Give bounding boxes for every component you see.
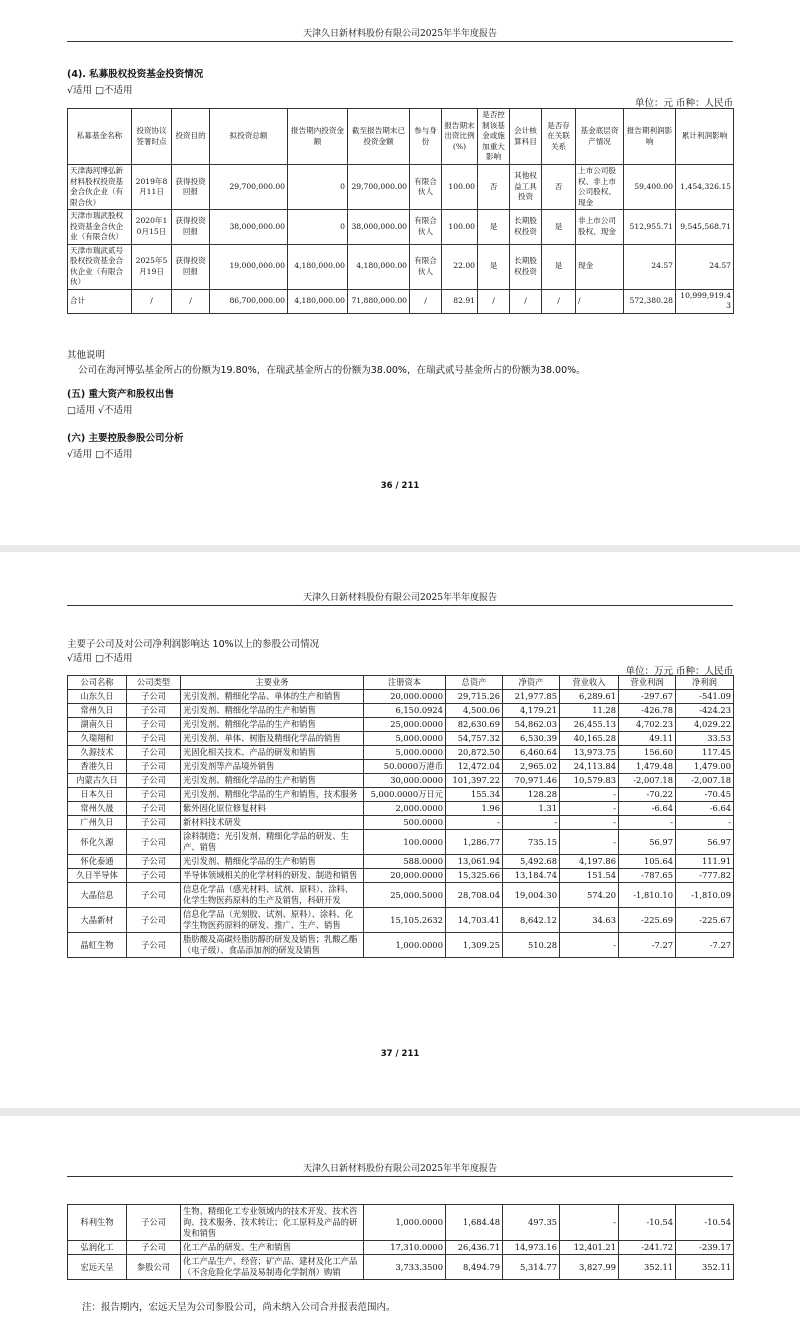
pe-table-row: [68, 210, 734, 245]
subsidiary-cell: 70,971.46: [503, 774, 560, 788]
subsidiary-cell: 6,530.39: [503, 732, 560, 746]
pe-header-row: [68, 109, 734, 165]
pe-table-cell: 0: [288, 210, 348, 245]
subsidiary-cell: 广州久日: [68, 816, 127, 830]
subsidiary-cell: 128.28: [503, 788, 560, 802]
subsidiary-cell: 155.34: [446, 788, 503, 802]
pe-table-cell: 4,180,000.00: [288, 289, 348, 313]
pe-table-cell: 长期股权投资: [510, 210, 542, 245]
pe-table-cell: /: [172, 289, 210, 313]
subsidiary-cell: 化工产品的研发、生产和销售: [181, 1241, 364, 1255]
subsidiary-cell: 15,105.2632: [364, 908, 446, 933]
subsidiary-cell: 子公司: [127, 760, 181, 774]
pe-table-cell: 38,000,000.00: [210, 210, 288, 245]
subsidiary-cell: 4,197.86: [560, 855, 619, 869]
pe-table-cell: 9,545,568.71: [676, 210, 734, 245]
pe-table-cell: 是: [542, 244, 576, 289]
pe-table-row: [68, 165, 734, 210]
subsidiary-cell: -10.54: [676, 1205, 734, 1241]
subsidiary-cell: 21,977.85: [503, 690, 560, 704]
pe-table-cell: 否: [542, 165, 576, 210]
subsidiary-cell: 735.15: [503, 830, 560, 855]
pe-table-cell: 10,999,919.43: [676, 289, 734, 313]
subsidiary-cell: -6.64: [619, 802, 676, 816]
subsidiary-cell: 怀化久源: [68, 830, 127, 855]
subsidiary-cell: -: [560, 788, 619, 802]
pe-table-cell: 其他权益工具投资: [510, 165, 542, 210]
subsidiary-cell: -70.45: [676, 788, 734, 802]
subsidiary-cell: 15,325.66: [446, 869, 503, 883]
subsidiary-cell: 10,579.83: [560, 774, 619, 788]
subsidiary-cell: 111.91: [676, 855, 734, 869]
subsidiary-row: [68, 704, 734, 718]
subsidiary-cell: 内蒙古久日: [68, 774, 127, 788]
pe-table-cell: 24.57: [624, 244, 676, 289]
pe-table-cell: 29,700,000.00: [210, 165, 288, 210]
subsidiary-cell: 2,000.0000: [364, 802, 446, 816]
subsidiary-cell: 子公司: [127, 883, 181, 908]
subsidiary-cell: 11.28: [560, 704, 619, 718]
pe-table-cell: 2019年8月11日: [132, 165, 172, 210]
pe-table-cell: 86,700,000.00: [210, 289, 288, 313]
subsidiary-header-cell: 净利润: [676, 676, 734, 690]
subsidiary-cell: 新材料技术研发: [181, 816, 364, 830]
subsidiary-cell: -225.67: [676, 908, 734, 933]
pe-table-cell: 非上市公司股权、现金: [576, 210, 624, 245]
subsidiary-cell: -: [560, 933, 619, 958]
unit-label: 单位：元 币种：人民币: [634, 98, 733, 109]
pe-table-cell: 长期股权投资: [510, 244, 542, 289]
section-5-title: (五) 重大资产和股权出售: [67, 389, 174, 400]
pe-table-cell: 100.00: [442, 165, 478, 210]
pe-table-cell: 否: [478, 165, 510, 210]
subsidiary-cell: 105.64: [619, 855, 676, 869]
pe-table-cell: 有限合伙人: [410, 244, 442, 289]
subsidiary-cell: 13,061.94: [446, 855, 503, 869]
subsidiary-header-cell: 总资产: [446, 676, 503, 690]
subsidiary-cell: 1,286.77: [446, 830, 503, 855]
page-38: [0, 1116, 800, 1317]
subsidiary-cell: 子公司: [127, 746, 181, 760]
subsidiary-cell: -2,007.18: [619, 774, 676, 788]
subsidiary-cell: 26,436.71: [446, 1241, 503, 1255]
subsidiary-cell: -10.54: [619, 1205, 676, 1241]
subsidiary-cell: 光引发剂、精细化学品的生产和销售: [181, 704, 364, 718]
subsidiary-cell: 33.53: [676, 732, 734, 746]
subsidiary-cell: 28,708.04: [446, 883, 503, 908]
pe-table-cell: /: [576, 289, 624, 313]
pe-header-cell: 私募基金名称: [68, 109, 132, 165]
subsidiary-row: [68, 802, 734, 816]
page-36: [0, 0, 800, 545]
subsidiary-cell: 大晶信息: [68, 883, 127, 908]
subsidiary-row: [68, 869, 734, 883]
subsidiary-cell: 3,827.99: [560, 1255, 619, 1280]
subsidiary-cell: 光引发剂、单体、树脂及精细化学品的销售: [181, 732, 364, 746]
subsidiary-cell: 2,965.02: [503, 760, 560, 774]
pe-table-row: [68, 244, 734, 289]
subsidiary-cell: 6,289.61: [560, 690, 619, 704]
subsidiary-cell: 17,310.0000: [364, 1241, 446, 1255]
subsidiary-cell: 588.0000: [364, 855, 446, 869]
subsidiary-cell: 56.97: [676, 830, 734, 855]
subsidiary-header-cell: 注册资本: [364, 676, 446, 690]
subsidiary-cell: 子公司: [127, 933, 181, 958]
subsidiary-cell: -239.17: [676, 1241, 734, 1255]
other-notes-title: 其他说明: [67, 350, 106, 361]
subsidiary-cell: 光引发剂、精细化学品的生产和销售: [181, 718, 364, 732]
subsidiary-cell: -241.72: [619, 1241, 676, 1255]
subsidiary-cell: 大晶新材: [68, 908, 127, 933]
pe-table-cell: /: [478, 289, 510, 313]
pe-header-cell: 投资目的: [172, 109, 210, 165]
subsidiary-cell: 信息化学品（感光材料、试剂、原料）、涂料、化学生物医药原料的生产及销售，科研开发: [181, 883, 364, 908]
subsidiary-cell: -225.69: [619, 908, 676, 933]
subsidiary-cell: 352.11: [619, 1255, 676, 1280]
subsidiary-cell: 信息化学品（光刻胶、试剂、原料）、涂料、化学生物医药原料的研发、推广、生产、销售: [181, 908, 364, 933]
subsidiary-cell: 25,000.0000: [364, 718, 446, 732]
subsidiary-cell: -541.09: [676, 690, 734, 704]
section-4-title: (4). 私募股权投资基金投资情况: [67, 69, 204, 80]
subsidiary-cell: 5,000.0000: [364, 746, 446, 760]
subsidiary-cell: 光引发剂、精细化学品的生产和销售，技术服务: [181, 788, 364, 802]
subsidiary-cell: 20,000.0000: [364, 690, 446, 704]
subsidiary-cell: 紫外固化原位修复材料: [181, 802, 364, 816]
page-number: 37 / 211: [380, 1049, 420, 1059]
pe-table-cell: 有限合伙人: [410, 210, 442, 245]
subsidiary-cell: -: [560, 802, 619, 816]
subsidiary-cell: 半导体领域相关的化学材料的研发、制造和销售: [181, 869, 364, 883]
subsidiary-cell: -777.82: [676, 869, 734, 883]
subsidiary-cell: 晶虹生物: [68, 933, 127, 958]
pe-table-cell: 合计: [68, 289, 132, 313]
subsidiary-cell: 8,494.79: [446, 1255, 503, 1280]
subsidiary-cell: 500.0000: [364, 816, 446, 830]
pe-table-cell: 100.00: [442, 210, 478, 245]
subsidiary-row: [68, 1241, 734, 1255]
pe-table-cell: /: [510, 289, 542, 313]
footnote: 注：报告期内，宏远天呈为公司参股公司，尚未纳入公司合并报表范围内。: [82, 1302, 396, 1313]
subsidiary-row: [68, 830, 734, 855]
pe-fund-table: [67, 108, 734, 314]
section-6-applicable: √适用 □不适用: [67, 449, 133, 460]
subsidiary-cell: 4,179.21: [503, 704, 560, 718]
subsidiary-row: [68, 908, 734, 933]
subsidiaries-applicable: √适用 □不适用: [67, 653, 133, 664]
subsidiary-header-cell: 公司名称: [68, 676, 127, 690]
subsidiary-cell: 13,973.75: [560, 746, 619, 760]
subsidiary-row: [68, 746, 734, 760]
pe-table-cell: 572,380.28: [624, 289, 676, 313]
subsidiary-cell: 山东久日: [68, 690, 127, 704]
subsidiary-cell: 4,702.23: [619, 718, 676, 732]
page-number: 36 / 211: [380, 481, 420, 491]
subsidiary-cell: 湖南久日: [68, 718, 127, 732]
subsidiary-cell: 子公司: [127, 908, 181, 933]
subsidiary-cell: -70.22: [619, 788, 676, 802]
pe-table-cell: 82.91: [442, 289, 478, 313]
subsidiary-cell: -: [560, 1205, 619, 1241]
subsidiary-cell: 子公司: [127, 774, 181, 788]
subsidiary-cell: 弘润化工: [68, 1241, 127, 1255]
subsidiary-header-cell: 公司类型: [127, 676, 181, 690]
subsidiary-cell: -6.64: [676, 802, 734, 816]
subsidiary-cell: 8,642.12: [503, 908, 560, 933]
subsidiary-row: [68, 788, 734, 802]
pe-table-cell: 71,880,000.00: [348, 289, 410, 313]
pe-table-cell: 2020年10月15日: [132, 210, 172, 245]
subsidiary-cell: 光引发剂、精细化学品的生产和销售: [181, 774, 364, 788]
subsidiary-cell: 脂肪酸及高碳烃脂肪醇的研发及销售；乳酸乙酯（电子级）、食品添加剂的研发及销售: [181, 933, 364, 958]
subsidiary-cell: 3,733.3500: [364, 1255, 446, 1280]
subsidiary-cell: 6,460.64: [503, 746, 560, 760]
subsidiary-cell: 5,314.77: [503, 1255, 560, 1280]
subsidiary-cell: 6,150.0924: [364, 704, 446, 718]
subsidiary-cell: 40,165.28: [560, 732, 619, 746]
section-4-applicable: √适用 □不适用: [67, 85, 133, 96]
subsidiary-cell: 子公司: [127, 802, 181, 816]
pe-table-cell: 现金: [576, 244, 624, 289]
subsidiary-cell: 香港久日: [68, 760, 127, 774]
subsidiary-cell: 56.97: [619, 830, 676, 855]
subsidiary-cell: 20,872.50: [446, 746, 503, 760]
pe-table-cell: 是: [478, 210, 510, 245]
subsidiary-cell: 子公司: [127, 830, 181, 855]
subsidiary-cell: 子公司: [127, 690, 181, 704]
subsidiary-cell: 20,000.0000: [364, 869, 446, 883]
page-37: [0, 552, 800, 1108]
subsidiary-cell: -: [676, 816, 734, 830]
subsidiary-cell: 82,630.69: [446, 718, 503, 732]
subsidiary-header-cell: 净资产: [503, 676, 560, 690]
pe-table-cell: /: [542, 289, 576, 313]
pe-table-cell: 59,400.00: [624, 165, 676, 210]
pe-header-cell: 会计核算科目: [510, 109, 542, 165]
subsidiary-cell: 子公司: [127, 788, 181, 802]
subsidiary-row: [68, 760, 734, 774]
subsidiary-cell: 5,000.0000: [364, 732, 446, 746]
section-6-title: (六) 主要控股参股公司分析: [67, 433, 184, 444]
pe-header-cell: 报告期利润影响: [624, 109, 676, 165]
other-notes-text: 公司在海河博弘基金所占的份额为19.80%，在瑞武基金所占的份额为38.00%，在瑞武贰号基金所占的份额为38.00%。: [78, 365, 586, 376]
subsidiary-cell: 54,862.03: [503, 718, 560, 732]
subsidiary-cell: 久源技术: [68, 746, 127, 760]
subsidiary-cell: 101,397.22: [446, 774, 503, 788]
subsidiary-cell: 1,000.0000: [364, 1205, 446, 1241]
pe-table-cell: 获得投资回报: [172, 165, 210, 210]
subsidiary-cell: -1,810.09: [676, 883, 734, 908]
subsidiary-cell: -: [560, 830, 619, 855]
subsidiary-cell: 光引发剂、精细化学品的生产和销售: [181, 855, 364, 869]
pe-header-cell: 基金底层资产情况: [576, 109, 624, 165]
pe-header-cell: 投资协议签署时点: [132, 109, 172, 165]
subsidiary-cell: 光引发剂等产品境外销售: [181, 760, 364, 774]
subsidiary-cell: 1,000.0000: [364, 933, 446, 958]
subsidiary-cell: 1,309.25: [446, 933, 503, 958]
pe-table-cell: 获得投资回报: [172, 210, 210, 245]
subsidiary-cell: 510.28: [503, 933, 560, 958]
pe-header-cell: 拟投资总额: [210, 109, 288, 165]
pe-table-cell: 4,180,000.00: [288, 244, 348, 289]
subsidiary-cell: 151.54: [560, 869, 619, 883]
pe-table-cell: 24.57: [676, 244, 734, 289]
subsidiary-cell: 常州久日: [68, 704, 127, 718]
unit-label: 单位：万元 币种：人民币: [625, 666, 733, 677]
subsidiary-cell: 宏远天呈: [68, 1255, 127, 1280]
subsidiary-cell: 29,715.26: [446, 690, 503, 704]
subsidiary-cell: 5,492.68: [503, 855, 560, 869]
subsidiary-cell: -: [619, 816, 676, 830]
subsidiary-cell: 30,000.0000: [364, 774, 446, 788]
subsidiary-header-row: [68, 676, 734, 690]
subsidiary-cell: 26,455.13: [560, 718, 619, 732]
subsidiary-cell: 12,401.21: [560, 1241, 619, 1255]
pe-table-cell: 有限合伙人: [410, 165, 442, 210]
pe-table-cell: 获得投资回报: [172, 244, 210, 289]
subsidiary-cell: 久日半导体: [68, 869, 127, 883]
subsidiary-row: [68, 718, 734, 732]
pe-table-cell: 天津海河博弘新材料股权投资基金合伙企业（有限合伙）: [68, 165, 132, 210]
subsidiary-cell: 化工产品生产、经营；矿产品、建材及化工产品（不含危险化学品及易制毒化学制剂）购销: [181, 1255, 364, 1280]
subsidiary-cell: 久瑞翔和: [68, 732, 127, 746]
subsidiary-cell: 光引发剂、精细化学品、单体的生产和销售: [181, 690, 364, 704]
subsidiary-cell: 常州久晟: [68, 802, 127, 816]
subsidiary-cell: 子公司: [127, 704, 181, 718]
subsidiary-table-continued: [67, 1204, 734, 1280]
pe-table-cell: 天津市瑞武贰号股权投资基金合伙企业（有限合伙）: [68, 244, 132, 289]
subsidiary-cell: -: [503, 816, 560, 830]
subsidiary-cell: 24,113.84: [560, 760, 619, 774]
subsidiary-cell: 4,500.06: [446, 704, 503, 718]
subsidiary-cell: -424.23: [676, 704, 734, 718]
subsidiary-cell: 子公司: [127, 1205, 181, 1241]
subsidiary-cell: 子公司: [127, 855, 181, 869]
subsidiary-row: [68, 855, 734, 869]
subsidiary-cell: 14,703.41: [446, 908, 503, 933]
pe-table-cell: 0: [288, 165, 348, 210]
subsidiary-cell: 352.11: [676, 1255, 734, 1280]
subsidiary-cell: 54,757.32: [446, 732, 503, 746]
subsidiary-cell: 1.96: [446, 802, 503, 816]
pe-table-cell: 上市公司股权、非上市公司股权、现金: [576, 165, 624, 210]
pe-table-row: [68, 289, 734, 313]
subsidiary-cell: 子公司: [127, 1241, 181, 1255]
subsidiary-cell: 子公司: [127, 816, 181, 830]
pe-table-cell: /: [410, 289, 442, 313]
subsidiary-cell: -7.27: [619, 933, 676, 958]
pe-header-cell: 截至报告期末已投资金额: [348, 109, 410, 165]
subsidiary-cell: -297.67: [619, 690, 676, 704]
subsidiaries-title: 主要子公司及对公司净利润影响达 10%以上的参股公司情况: [67, 639, 320, 650]
pe-header-cell: 累计利润影响: [676, 109, 734, 165]
subsidiary-cell: 子公司: [127, 732, 181, 746]
subsidiary-row: [68, 933, 734, 958]
subsidiary-cell: 14,973.16: [503, 1241, 560, 1255]
subsidiary-cell: 34.63: [560, 908, 619, 933]
pe-table-cell: 2025年5月19日: [132, 244, 172, 289]
subsidiary-row: [68, 816, 734, 830]
subsidiary-row: [68, 732, 734, 746]
subsidiary-row: [68, 1205, 734, 1241]
subsidiary-row: [68, 883, 734, 908]
pe-table-cell: 是: [542, 210, 576, 245]
subsidiary-cell: 25,000.5000: [364, 883, 446, 908]
subsidiary-cell: 497.35: [503, 1205, 560, 1241]
pe-header-cell: 是否存在关联关系: [542, 109, 576, 165]
subsidiary-table: [67, 675, 734, 958]
subsidiary-cell: 子公司: [127, 718, 181, 732]
subsidiary-row: [68, 774, 734, 788]
pe-table-cell: 19,000,000.00: [210, 244, 288, 289]
subsidiary-cell: -: [560, 816, 619, 830]
subsidiary-cell: -2,007.18: [676, 774, 734, 788]
pe-header-cell: 参与身份: [410, 109, 442, 165]
subsidiary-cell: 1.31: [503, 802, 560, 816]
subsidiary-cell: 100.0000: [364, 830, 446, 855]
subsidiary-cell: 子公司: [127, 869, 181, 883]
subsidiary-cell: 怀化泰通: [68, 855, 127, 869]
subsidiary-cell: -426.78: [619, 704, 676, 718]
subsidiary-cell: -1,810.10: [619, 883, 676, 908]
doc-header: 天津久日新材料股份有限公司2025年半年度报告: [67, 590, 733, 606]
doc-header: 天津久日新材料股份有限公司2025年半年度报告: [67, 1161, 733, 1177]
subsidiary-cell: 光固化相关技术、产品的研发和销售: [181, 746, 364, 760]
pe-table-cell: 38,000,000.00: [348, 210, 410, 245]
pe-table-cell: 22.00: [442, 244, 478, 289]
subsidiary-cell: 日本久日: [68, 788, 127, 802]
pe-header-cell: 报告期末出资比例(%): [442, 109, 478, 165]
subsidiary-cell: 574.20: [560, 883, 619, 908]
subsidiary-cell: -7.27: [676, 933, 734, 958]
subsidiary-header-cell: 营业收入: [560, 676, 619, 690]
pe-table-cell: 1,454,326.15: [676, 165, 734, 210]
subsidiary-cell: 117.45: [676, 746, 734, 760]
subsidiary-cell: 19,004.30: [503, 883, 560, 908]
subsidiary-cell: 生物、精细化工专业领域内的技术开发、技术咨询、技术服务、技术转让；化工原料及产品的研发和销售: [181, 1205, 364, 1241]
subsidiary-cell: -: [446, 816, 503, 830]
subsidiary-cell: 12,472.04: [446, 760, 503, 774]
subsidiary-cell: 参股公司: [127, 1255, 181, 1280]
pe-header-cell: 报告期内投资金额: [288, 109, 348, 165]
subsidiary-cell: 涂料制造；光引发剂、精细化学品的研发、生产、销售: [181, 830, 364, 855]
subsidiary-header-cell: 主要业务: [181, 676, 364, 690]
subsidiary-cell: 1,479.48: [619, 760, 676, 774]
pe-table-cell: /: [132, 289, 172, 313]
pe-table-cell: 是: [478, 244, 510, 289]
pe-table-cell: 512,955.71: [624, 210, 676, 245]
section-5-applicable: □适用 √不适用: [67, 405, 133, 416]
pe-header-cell: 是否控制该基金或施加重大影响: [478, 109, 510, 165]
subsidiary-row: [68, 1255, 734, 1280]
subsidiary-cell: 49.11: [619, 732, 676, 746]
subsidiary-cell: 4,029.22: [676, 718, 734, 732]
subsidiary-cell: 50.0000万港币: [364, 760, 446, 774]
subsidiary-row: [68, 690, 734, 704]
doc-header: 天津久日新材料股份有限公司2025年半年度报告: [67, 26, 733, 42]
subsidiary-header-cell: 营业利润: [619, 676, 676, 690]
subsidiary-cell: 5,000.0000万日元: [364, 788, 446, 802]
pe-table-cell: 29,700,000.00: [348, 165, 410, 210]
pe-table-cell: 4,180,000.00: [348, 244, 410, 289]
subsidiary-cell: 156.60: [619, 746, 676, 760]
subsidiary-cell: 1,479.00: [676, 760, 734, 774]
subsidiary-cell: -787.65: [619, 869, 676, 883]
subsidiary-cell: 1,684.48: [446, 1205, 503, 1241]
subsidiary-cell: 13,184.74: [503, 869, 560, 883]
subsidiary-cell: 科利生物: [68, 1205, 127, 1241]
pe-table-cell: 天津市瑞武股权投资基金合伙企业（有限合伙）: [68, 210, 132, 245]
